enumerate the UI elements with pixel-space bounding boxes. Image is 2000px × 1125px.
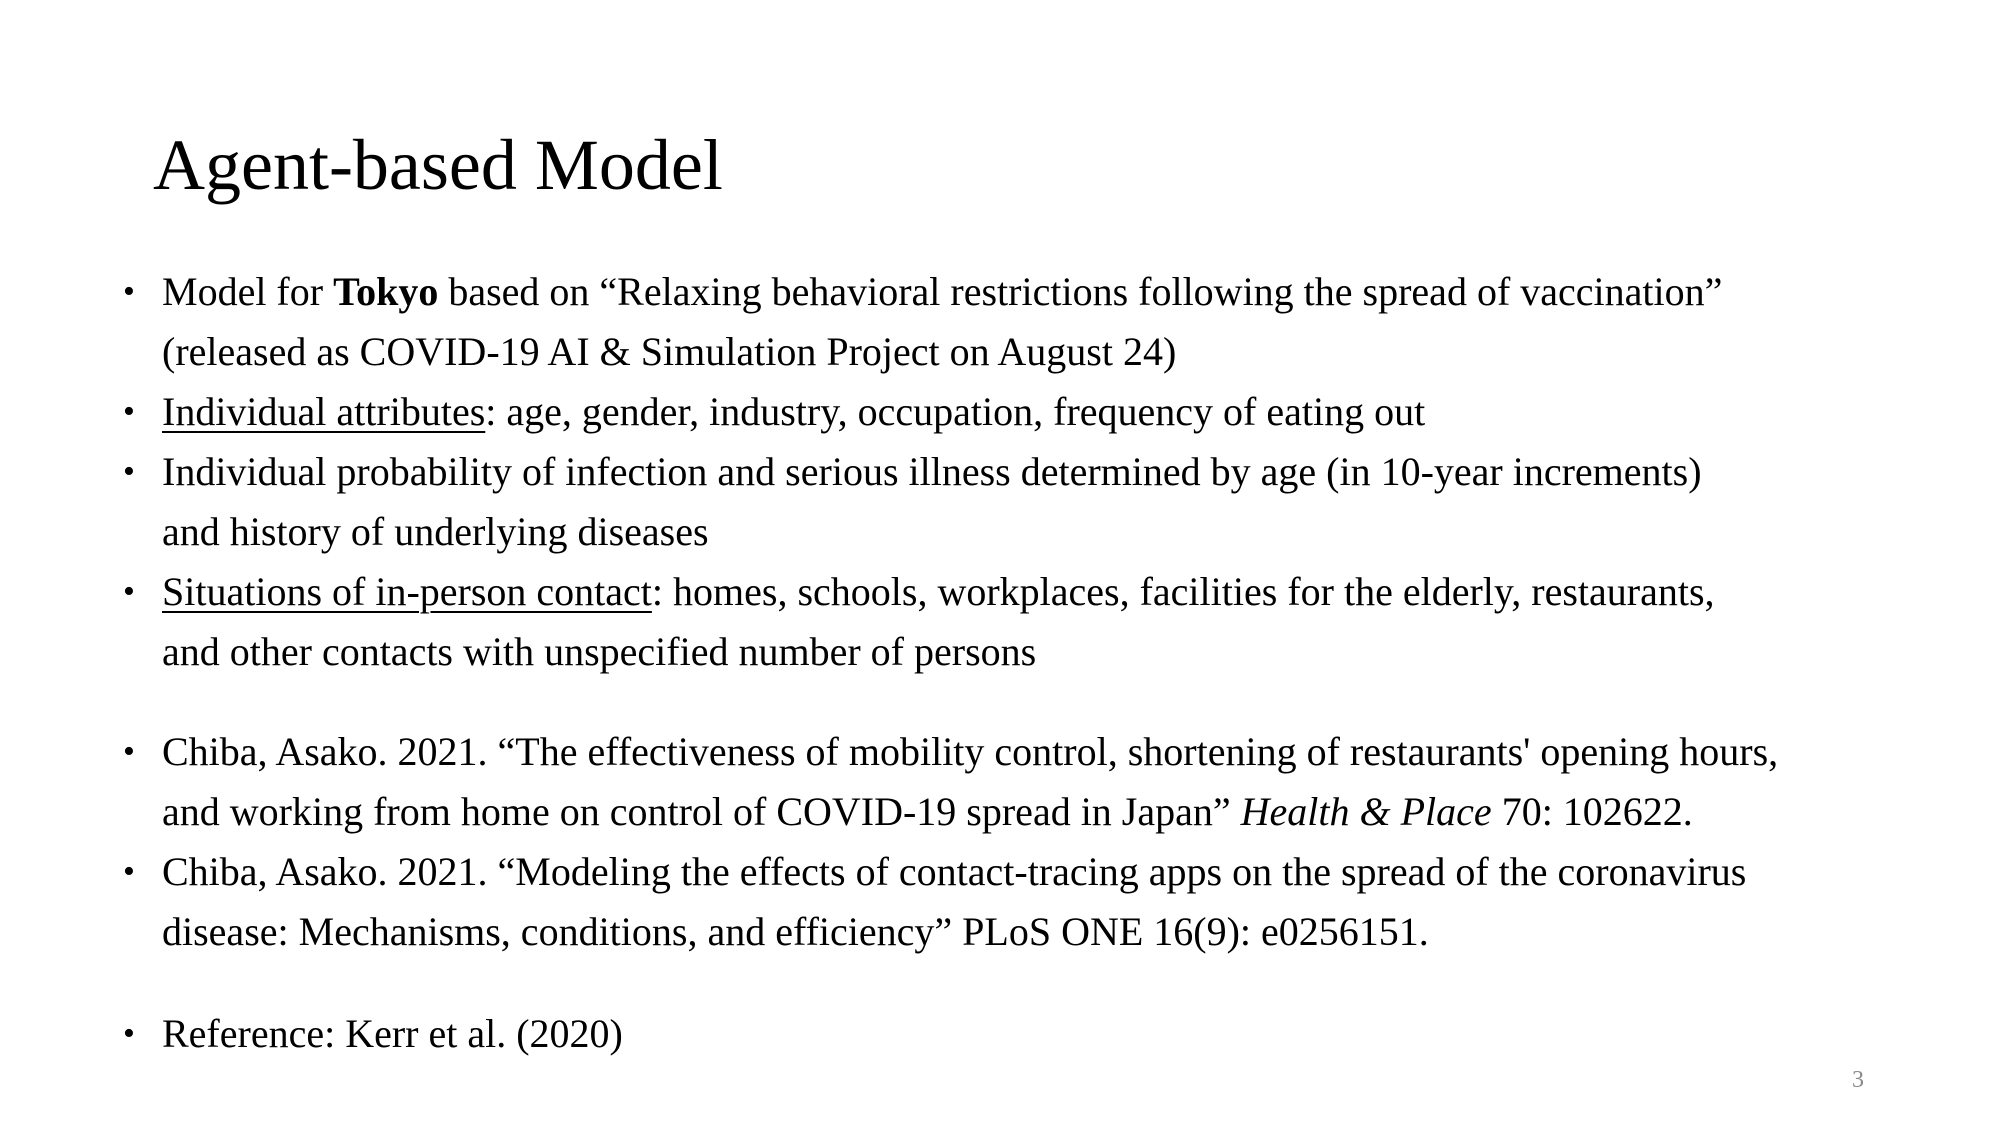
bullet-text: and working from home on control of COVID-19 spread in Japan” <box>162 789 1241 834</box>
bullet-citation-health-place <box>123 722 1923 842</box>
bold-text-tokyo: Tokyo <box>333 269 439 314</box>
bullet-individual-attributes <box>123 382 1923 442</box>
underlined-text: Individual attributes <box>162 389 486 434</box>
bullet-line: disease: Mechanisms, conditions, and efficiency” PLoS ONE 16(9): e0256151. <box>162 909 1429 954</box>
underlined-text: Situations of in-person contact <box>162 569 652 614</box>
bullet-line: (released as COVID-19 AI & Simulation Project on August 24) <box>162 329 1177 374</box>
bullet-dot-icon: • <box>123 393 135 430</box>
bullet-text: 70: 102622. <box>1491 789 1693 834</box>
bullet-infection-probability <box>123 442 1923 562</box>
bullet-text: : age, gender, industry, occupation, frequency of eating out <box>485 389 1426 434</box>
bullet-dot-icon: • <box>123 573 135 610</box>
bullet-list <box>123 262 1923 1064</box>
bullet-text: based on “Relaxing behavioral restrictions following the spread of vaccination” <box>438 269 1723 314</box>
bullet-line <box>162 262 1923 322</box>
bullet-text: : homes, schools, workplaces, facilities for the elderly, restaurants, <box>651 569 1715 614</box>
bullet-line <box>162 382 1923 442</box>
bullet-dot-icon: • <box>123 733 135 770</box>
bullet-reference <box>123 1004 1923 1064</box>
bullet-contact-situations <box>123 562 1923 682</box>
bullet-line <box>162 562 1923 622</box>
bullet-line: Reference: Kerr et al. (2020) <box>162 1011 623 1056</box>
bullet-citation-plos-one <box>123 842 1923 962</box>
bullet-line: and other contacts with unspecified number of persons <box>162 629 1037 674</box>
bullet-dot-icon: • <box>123 273 135 310</box>
bullet-line: Chiba, Asako. 2021. “The effectiveness of mobility control, shortening of restaurants' opening hours, <box>162 729 1779 774</box>
bullet-model-tokyo <box>123 262 1923 382</box>
bullet-line <box>162 782 1923 842</box>
journal-name: Health & Place <box>1240 789 1492 834</box>
bullet-text: Model for <box>162 269 334 314</box>
bullet-dot-icon: • <box>123 453 135 490</box>
bullet-line: and history of underlying diseases <box>162 509 709 554</box>
bullet-dot-icon: • <box>123 1015 135 1052</box>
slide-title: Agent-based Model <box>153 125 723 205</box>
page-number: 3 <box>1852 1067 1864 1093</box>
bullet-dot-icon: • <box>123 853 135 890</box>
bullet-line: Chiba, Asako. 2021. “Modeling the effects of contact-tracing apps on the spread of the coronavirus <box>162 849 1747 894</box>
bullet-line: Individual probability of infection and serious illness determined by age (in 10-year increments) <box>162 449 1702 494</box>
